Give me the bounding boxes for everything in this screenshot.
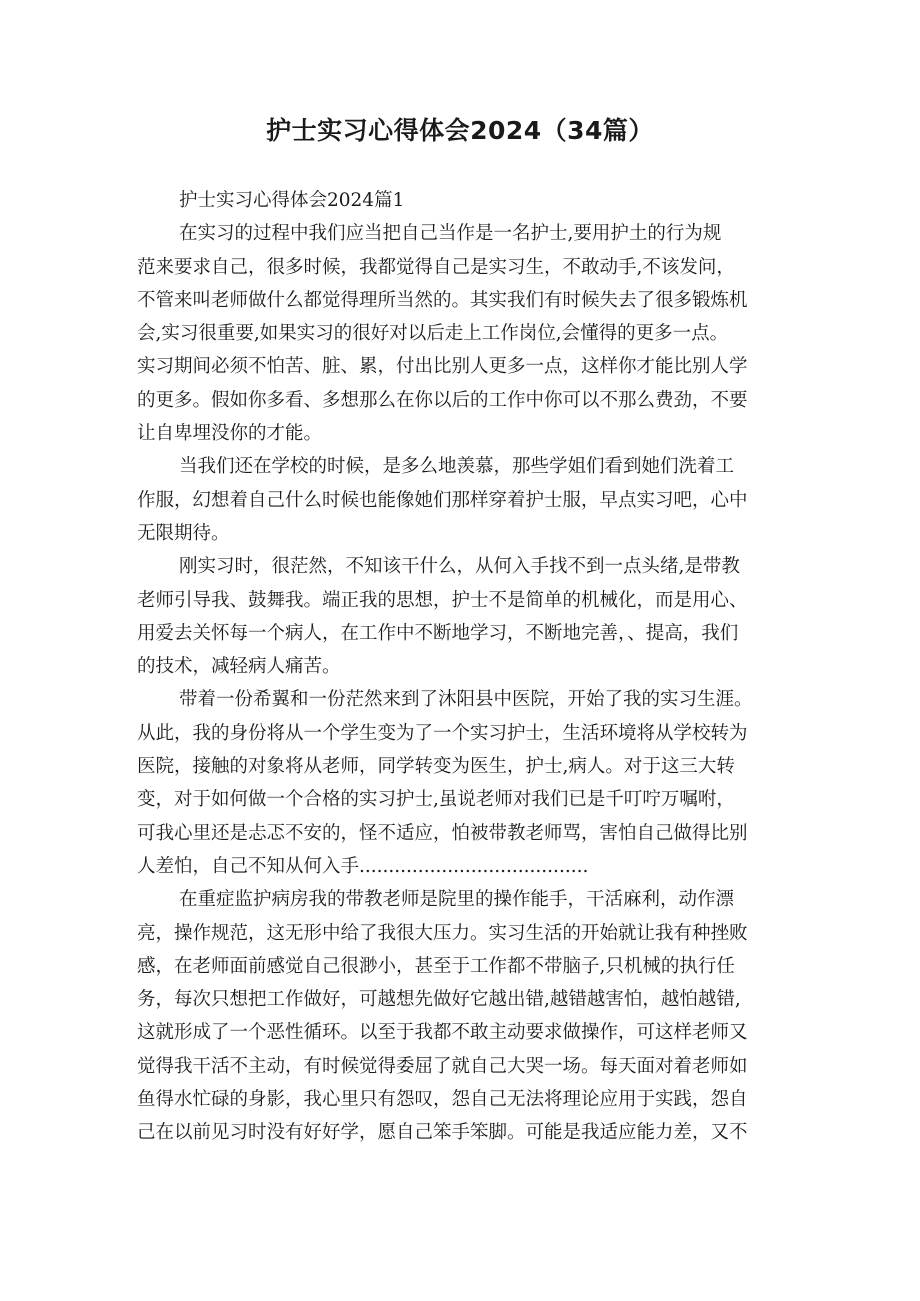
text-line: 变，对于如何做一个合格的实习护士,虽说老师对我们已是千叮咛万嘱咐， [137,789,735,811]
paragraph [137,450,797,550]
text-line: 老师引导我、鼓舞我。端正我的思想，护士不是简单的机械化，而是用心、 [137,589,748,611]
paragraph [137,217,797,450]
text-line: 可我心里还是忐忑不安的，怪不适应，怕被带教老师骂，害怕自己做得比别 [137,822,748,844]
text-line: 刚实习时，很茫然，不知该干什么，从何入手找不到一点头绪,是带教 [179,556,740,578]
document-body [137,184,797,1150]
paragraph [137,683,797,883]
text-line: 己在以前见习时没有好好学，愿自己笨手笨脚。可能是我适应能力差，又不 [137,1122,748,1144]
text-line: 无限期待。 [137,522,230,544]
text-line: 务，每次只想把工作做好，可越想先做好它越出错,越错越害怕，越怕越错, [137,989,741,1011]
text-line: 的更多。假如你多看、多想那么在你以后的工作中你可以不那么费劲，不要 [137,389,748,411]
text-line: 在重症监护病房我的带教老师是院里的操作能手，干活麻利，动作漂 [179,889,735,911]
paragraph [137,883,797,1149]
text-line: 让自卑埋没你的才能。 [137,423,323,445]
text-line: 当我们还在学校的时候，是多么地羡慕，那些学姐们看到她们洗着工 [179,456,735,478]
text-line: 范来要求自己，很多时候，我都觉得自己是实习生，不敢动手,不该发问， [137,256,735,278]
text-line: 实习期间必须不怕苦、脏、累，付出比别人更多一点，这样你才能比别人学 [137,356,748,378]
text-line: 在实习的过程中我们应当把自己当作是一名护士,要用护土的行为规 [179,223,722,245]
text-line: 用爱去关怀每一个病人，在工作中不断地学习，不断地完善，、提高，我们 [137,622,739,644]
text-line: 的技术，减轻病人痛苦。 [137,656,341,678]
text-line: 鱼得水忙碌的身影，我心里只有怨叹，怨自己无法将理论应用于实践，怨自 [137,1089,748,1111]
text-line: 感，在老师面前感觉自己很渺小，甚至于工作都不带脑子,只机械的执行任 [137,955,735,977]
text-line: 觉得我干活不主动，有时候觉得委屈了就自己大哭一场。每天面对着老师如 [137,1055,748,1077]
paragraph [137,550,797,683]
text-line: 会,实习很重要,如果实习的很好对以后走上工作岗位,会懂得的更多一点。 [137,323,729,345]
text-line: 医院，接触的对象将从老师，同学转变为医生，护士,病人。对于这三大转 [137,756,735,778]
text-line: 这就形成了一个恶性循环。以至于我都不敢主动要求做操作，可这样老师又 [137,1022,748,1044]
section-heading: 护士实习心得体会2024篇1 [179,190,405,211]
text-line: 从此，我的身份将从一个学生变为了一个实习护士，生活环境将从学校转为 [137,722,748,744]
text-line: 带着一份希翼和一份茫然来到了沐阳县中医院，开始了我的实习生涯。 [179,689,753,711]
text-line: 作服，幻想着自己什么时候也能像她们那样穿着护士服，早点实习吧，心中 [137,489,748,511]
text-line: 不管来叫老师做什么都觉得理所当然的。其实我们有时候失去了很多锻炼机 [137,289,748,311]
document-title: 护士实习心得体会2024（34篇） [266,116,654,145]
text-line: 人差怕，自己不知从何入手....................................... [137,855,589,877]
text-line: 亮，操作规范，这无形中给了我很大压力。实习生活的开始就让我有种挫败 [137,922,748,944]
